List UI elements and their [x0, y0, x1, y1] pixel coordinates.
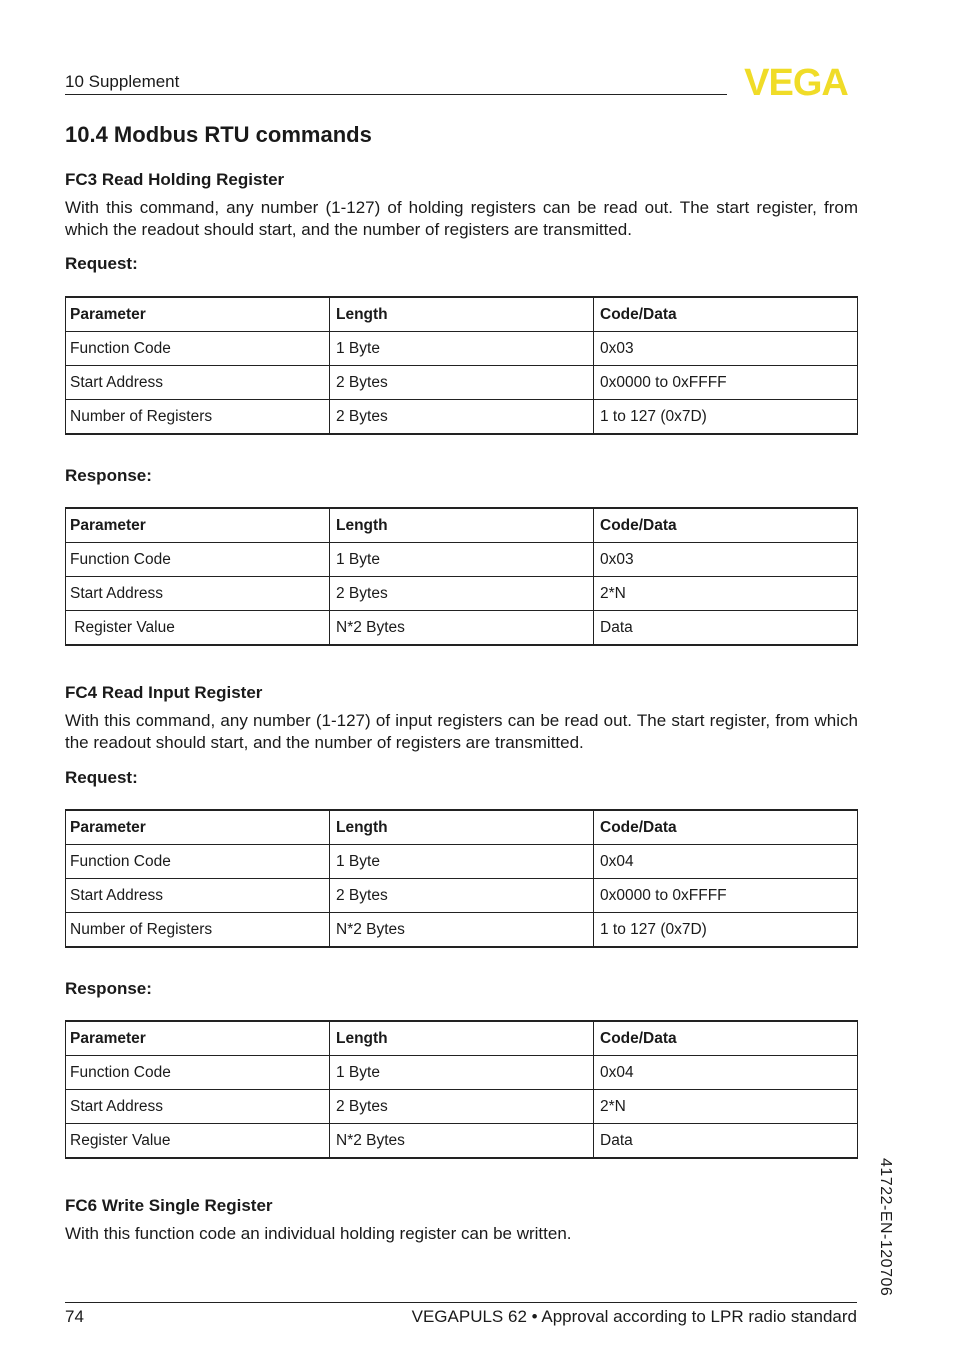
table-cell: Start Address — [66, 577, 330, 611]
table-cell: Number of Registers — [66, 913, 330, 948]
column-header-code-data: Code/Data — [594, 297, 858, 332]
table-row — [66, 845, 858, 879]
table-cell: Register Value — [66, 611, 330, 646]
column-header-parameter: Parameter — [66, 508, 330, 543]
column-header-code-data: Code/Data — [594, 810, 858, 845]
table-cell: Function Code — [66, 332, 330, 366]
fc3-request-table — [65, 296, 858, 435]
table-row — [66, 913, 858, 948]
chapter-header: 10 Supplement — [65, 72, 180, 91]
section-title: 10.4 Modbus RTU commands — [65, 122, 372, 147]
table-cell: 2*N — [594, 1090, 858, 1124]
table-cell: 1 to 127 (0x7D) — [594, 913, 858, 948]
table-cell: 2 Bytes — [330, 879, 594, 913]
fc6-description: With this function code an individual holding register can be written. — [65, 1224, 572, 1243]
table-row — [66, 611, 858, 646]
table-row — [66, 543, 858, 577]
table-row — [66, 332, 858, 366]
fc3-request-label: Request: — [65, 254, 138, 273]
document-code: 41722-EN-120706 — [877, 1158, 894, 1297]
table-row — [66, 879, 858, 913]
column-header-length: Length — [330, 508, 594, 543]
table-cell: Start Address — [66, 1090, 330, 1124]
column-header-parameter: Parameter — [66, 810, 330, 845]
table-cell: 0x04 — [594, 1056, 858, 1090]
column-header-parameter: Parameter — [66, 297, 330, 332]
table-header-row — [66, 508, 858, 543]
fc4-request-table — [65, 809, 858, 948]
table-cell: 1 Byte — [330, 332, 594, 366]
table-cell: Function Code — [66, 845, 330, 879]
page-number: 74 — [65, 1307, 84, 1326]
table-row — [66, 400, 858, 435]
table-cell: 0x04 — [594, 845, 858, 879]
table-cell: Start Address — [66, 366, 330, 400]
table-cell: 1 Byte — [330, 1056, 594, 1090]
fc4-request-label: Request: — [65, 768, 138, 787]
table-header-row — [66, 297, 858, 332]
table-cell: N*2 Bytes — [330, 1124, 594, 1159]
table-row — [66, 1124, 858, 1159]
column-header-length: Length — [330, 810, 594, 845]
table-cell: 0x0000 to 0xFFFF — [594, 366, 858, 400]
column-header-length: Length — [330, 297, 594, 332]
column-header-length: Length — [330, 1021, 594, 1056]
table-cell: Number of Registers — [66, 400, 330, 435]
table-cell: 2 Bytes — [330, 1090, 594, 1124]
table-cell: Function Code — [66, 1056, 330, 1090]
table-row — [66, 1090, 858, 1124]
fc4-response-table — [65, 1020, 858, 1159]
table-row — [66, 366, 858, 400]
column-header-code-data: Code/Data — [594, 1021, 858, 1056]
footer-title: VEGAPULS 62 • Approval according to LPR radio standard — [411, 1307, 857, 1326]
table-row — [66, 1056, 858, 1090]
vega-logo-text: VEGA — [744, 64, 848, 98]
fc3-response-label: Response: — [65, 466, 152, 485]
table-cell: 2 Bytes — [330, 577, 594, 611]
table-cell: Data — [594, 1124, 858, 1159]
table-cell: 2*N — [594, 577, 858, 611]
table-cell: Function Code — [66, 543, 330, 577]
fc3-heading: FC3 Read Holding Register — [65, 170, 285, 189]
fc4-heading: FC4 Read Input Register — [65, 683, 263, 702]
table-cell: Start Address — [66, 879, 330, 913]
table-cell: N*2 Bytes — [330, 611, 594, 646]
vega-logo — [734, 64, 858, 98]
fc4-response-label: Response: — [65, 979, 152, 998]
table-cell: 1 Byte — [330, 845, 594, 879]
table-cell: 0x03 — [594, 332, 858, 366]
table-cell: 2 Bytes — [330, 366, 594, 400]
table-cell: N*2 Bytes — [330, 913, 594, 948]
table-cell: 2 Bytes — [330, 400, 594, 435]
table-header-row — [66, 1021, 858, 1056]
table-cell: 0x0000 to 0xFFFF — [594, 879, 858, 913]
table-cell: 1 to 127 (0x7D) — [594, 400, 858, 435]
table-cell: Data — [594, 611, 858, 646]
table-cell: 0x03 — [594, 543, 858, 577]
table-header-row — [66, 810, 858, 845]
table-cell: 1 Byte — [330, 543, 594, 577]
fc6-heading: FC6 Write Single Register — [65, 1196, 273, 1215]
column-header-code-data: Code/Data — [594, 508, 858, 543]
table-cell: Register Value — [66, 1124, 330, 1159]
column-header-parameter: Parameter — [66, 1021, 330, 1056]
table-row — [66, 577, 858, 611]
fc4-description: With this command, any number (1-127) of input registers can be read out. The start register, from which the readout should start, and the number of registers are transmitted. — [65, 711, 858, 752]
fc3-description: With this command, any number (1-127) of holding registers can be read out. The start register, from which the readout should start, and the number of registers are transmitted. — [65, 198, 858, 239]
footer-rule — [65, 1302, 857, 1303]
fc3-response-table — [65, 507, 858, 646]
header-rule — [65, 94, 727, 95]
